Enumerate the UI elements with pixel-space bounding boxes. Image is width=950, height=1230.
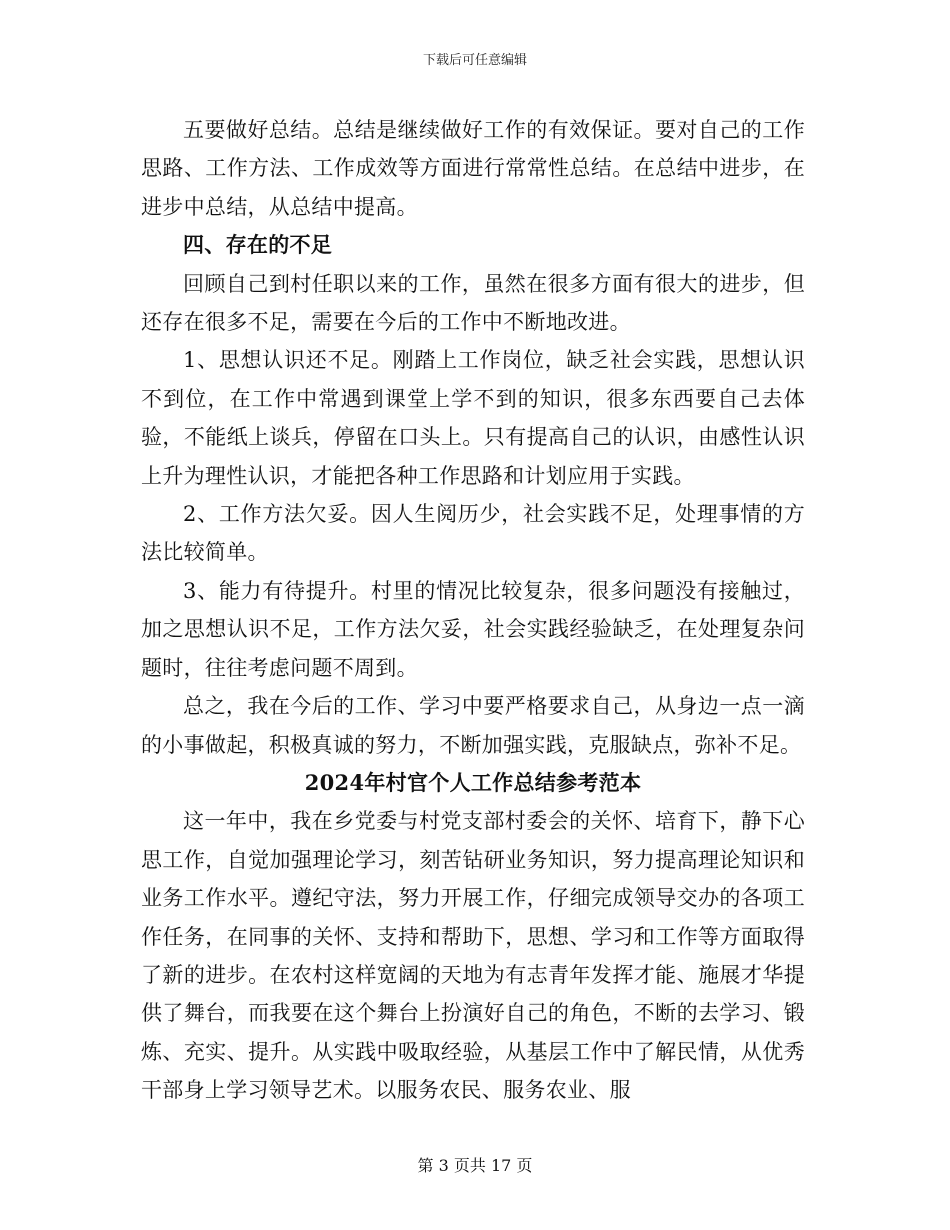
- document-title: 2024年村官个人工作总结参考范本: [304, 769, 642, 795]
- section-heading: 四、存在的不足: [183, 232, 333, 258]
- paragraph: 这一年中，我在乡党委与村党支部村委会的关怀、培育下，静下心思工作，自觉加强理论学习，刻苦钻研业务知识，努力提高理论知识和业务工作水平。遵纪守法，努力开展工作，仔细完成领导交办的各项工作任务，在同事的关怀、支持和帮助下，思想、学习和工作等方面取得了新的进步。在农村这样宽阔的天地为有志青年发挥才能、施展才华提供了舞台，而我要在这个舞台上扮演好自己的角色，不断的去学习、锻炼、充实、提升。从实践中吸取经验，从基层工作中了解民情，从优秀干部身上学习领导艺术。以服务农民、服务农业、服: [141, 809, 805, 1103]
- paragraph: 2、工作方法欠妥。因人生阅历少，社会实践不足，处理事情的方法比较简单。: [141, 502, 805, 565]
- paragraph: 3、能力有待提升。村里的情况比较复杂，很多问题没有接触过，加之思想认识不足，工作方法欠妥，社会实践经验缺乏，在处理复杂问题时，往往考虑问题不周到。: [141, 578, 805, 680]
- paragraph: 五要做好总结。总结是继续做好工作的有效保证。要对自己的工作思路、工作方法、工作成效等方面进行常常性总结。在总结中进步，在进步中总结，从总结中提高。: [141, 118, 805, 219]
- page-header: 下载后可任意编辑: [422, 53, 527, 68]
- paragraph: 总之，我在今后的工作、学习中要严格要求自己，从身边一点一滴的小事做起，积极真诚的努力，不断加强实践，克服缺点，弥补不足。: [141, 694, 805, 757]
- paragraph: 回顾自己到村任职以来的工作，虽然在很多方面有很大的进步，但还存在很多不足，需要在今后的工作中不断地改进。: [141, 271, 805, 335]
- document-body: [141, 111, 805, 1110]
- paragraph: 1、思想认识还不足。刚踏上工作岗位，缺乏社会实践，思想认识不到位，在工作中常遇到课堂上学不到的知识，很多东西要自己去体验，不能纸上谈兵，停留在口头上。只有提高自己的认识，由感性认识上升为理性认识，才能把各种工作思路和计划应用于实践。: [141, 348, 805, 488]
- page-footer: 第 3 页共 17 页: [417, 1156, 533, 1175]
